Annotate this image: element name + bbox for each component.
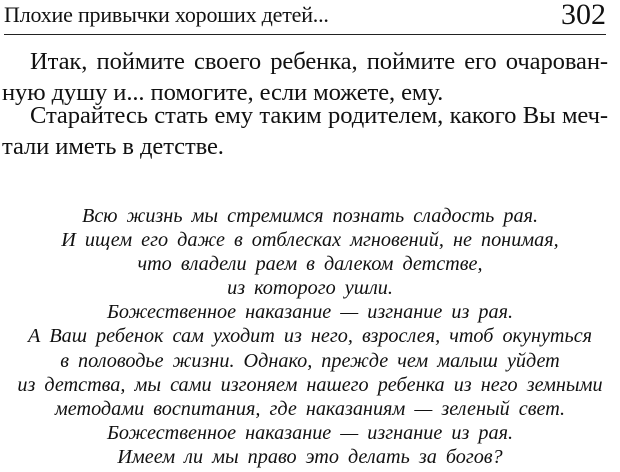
running-header: [4, 0, 606, 35]
epigraph-poem: [0, 204, 620, 469]
paragraph-line: Старайтесь стать ему таким родителем, какого Вы меч-: [30, 102, 608, 129]
poem-line: А Ваш ребенок сам уходит из него, взрослея, чтоб окунуться: [27, 325, 593, 348]
page-number: 302: [561, 0, 606, 31]
running-title: Плохие привычки хороших детей...: [4, 2, 329, 27]
poem-line: Божественное наказание — изгнание из рая.: [106, 301, 514, 324]
paragraph-1: [2, 46, 608, 108]
poem-line: методами воспитания, где наказаниям — зеленый свет.: [54, 397, 566, 420]
paragraph-line: тали иметь в детстве.: [2, 133, 224, 160]
poem-line: из детства, мы сами изгоняем нашего ребенка из него земными: [17, 373, 603, 396]
poem-line: Имеем ли мы право это делать за богов?: [117, 445, 503, 468]
poem-line: Божественное наказание — изгнание из рая.: [106, 421, 514, 444]
poem-line: И ищем его даже в отблесках мгновений, не понимая,: [61, 229, 559, 252]
poem-line: что владели раем в далеком детстве,: [137, 253, 483, 276]
paragraph-line: ную душу и... помогите, если можете, ему.: [2, 79, 444, 106]
paragraph-line: Итак, поймите своего ребенка, поймите его очарован-: [30, 48, 608, 75]
paragraph-2: [2, 100, 608, 162]
poem-line: Всю жизнь мы стремимся познать сладость рая.: [81, 205, 539, 227]
poem-line: из которого ушли.: [227, 277, 393, 300]
poem-line: в половодье жизни. Однако, прежде чем малыш уйдет: [60, 349, 560, 372]
